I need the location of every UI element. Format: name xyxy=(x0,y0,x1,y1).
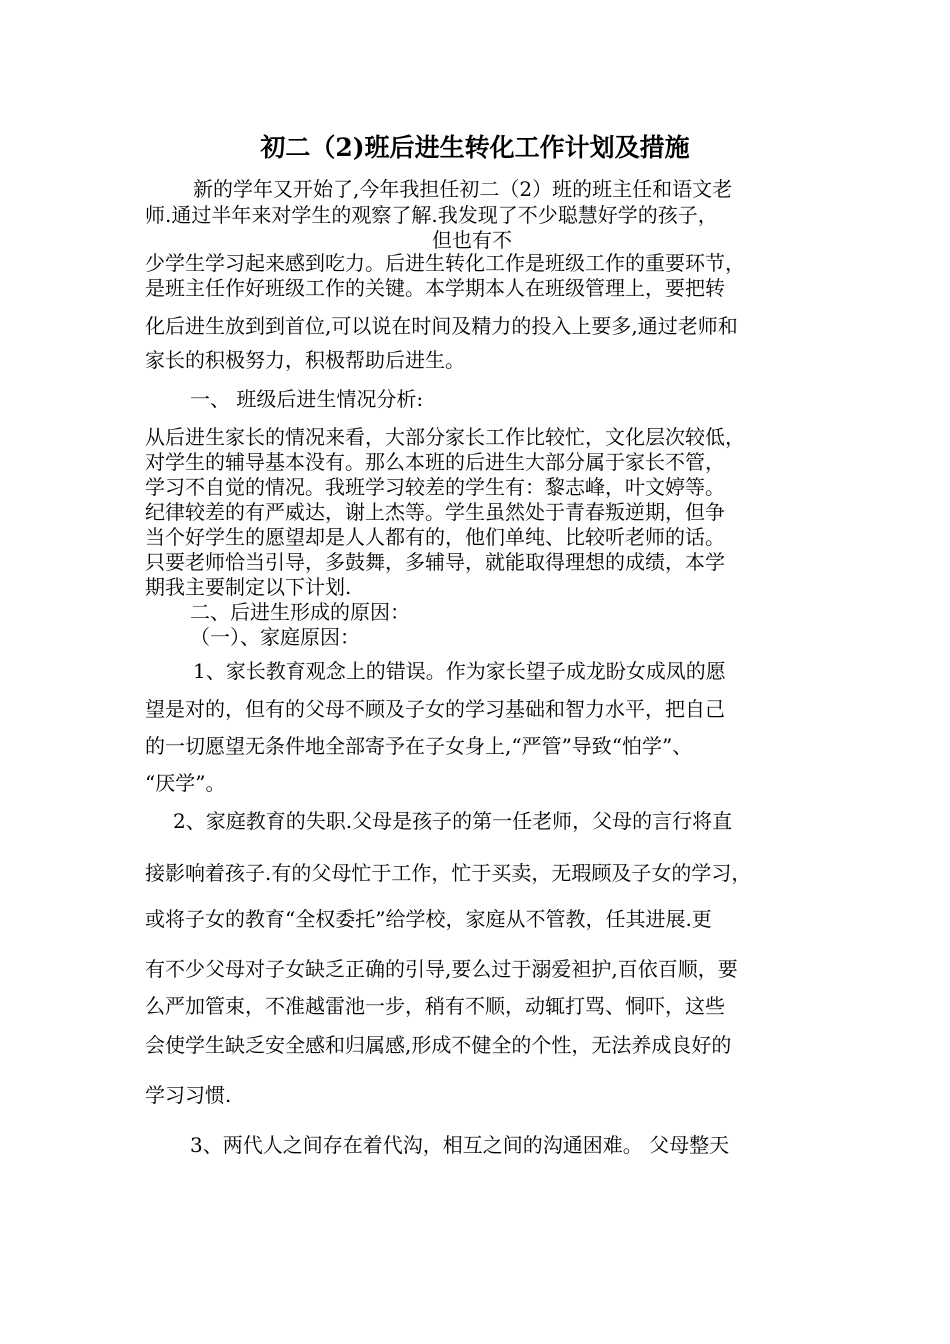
paragraph-line: 学习习惯. xyxy=(145,1083,232,1107)
paragraph-line: 化后进生放到到首位,可以说在时间及精力的投入上要多,通过老师和 xyxy=(145,314,738,338)
paragraph-line: 会使学生缺乏安全感和归属感,形成不健全的个性，无法养成良好的 xyxy=(145,1033,732,1057)
paragraph-line: 么严加管束，不准越雷池一步，稍有不顺，动辄打骂、恫吓，这些 xyxy=(145,994,725,1018)
paragraph-line: 新的学年又开始了,今年我担任初二（2）班的班主任和语文老 xyxy=(193,177,733,201)
paragraph-line: 少学生学习起来感到吃力。后进生转化工作是班级工作的重要环节， xyxy=(145,251,745,275)
paragraph-line: “厌学”。 xyxy=(145,771,226,795)
paragraph-line: 2、家庭教育的失职.父母是孩子的第一任老师，父母的言行将直 xyxy=(173,809,733,833)
paragraph-line: 是班主任作好班级工作的关键。本学期本人在班级管理上，要把转 xyxy=(145,276,725,300)
subsection-heading: （一）、家庭原因： xyxy=(190,625,360,649)
paragraph-line: 学习不自觉的情况。我班学习较差的学生有：黎志峰，叶文婷等。 xyxy=(145,475,725,499)
paragraph-line: 3、两代人之间存在着代沟，相互之间的沟通困难。 父母整天 xyxy=(190,1133,730,1157)
paragraph-line: 望是对的，但有的父母不顾及子女的学习基础和智力水平，把自己 xyxy=(145,697,725,721)
paragraph-line: 1、家长教育观念上的错误。作为家长望子成龙盼女成凤的愿 xyxy=(193,659,726,683)
paragraph-line: 从后进生家长的情况来看，大部分家长工作比较忙，文化层次较低， xyxy=(145,425,745,449)
paragraph-line: 的一切愿望无条件地全部寄予在子女身上,“严管”导致“怕学”、 xyxy=(145,734,693,758)
paragraph-line: 师.通过半年来对学生的观察了解.我发现了不少聪慧好学的孩子， xyxy=(145,203,718,227)
paragraph-line: 只要老师恰当引导，多鼓舞，多辅导，就能取得理想的成绩，本学 xyxy=(145,550,725,574)
paragraph-line: 接影响着孩子.有的父母忙于工作，忙于买卖，无瑕顾及子女的学习， xyxy=(145,861,752,885)
paragraph-line: 家长的积极努力，积极帮助后进生。 xyxy=(145,348,465,372)
paragraph-line: 但也有不 xyxy=(432,228,512,252)
paragraph-line: 当个好学生的愿望却是人人都有的，他们单纯、比较听老师的话。 xyxy=(145,525,725,549)
section-heading: 二、后进生形成的原因： xyxy=(190,600,410,624)
paragraph-line: 期我主要制定以下计划. xyxy=(145,575,352,599)
paragraph-line: 或将子女的教育“全权委托”给学校，家庭从不管教，任其进展.更 xyxy=(145,907,712,931)
paragraph-line: 对学生的辅导基本没有。那么本班的后进生大部分属于家长不管， xyxy=(145,450,725,474)
paragraph-line: 有不少父母对子女缺乏正确的引导,要么过于溺爱袒护,百依百顺，要 xyxy=(145,957,738,981)
document-title: 初二（2)班后进生转化工作计划及措施 xyxy=(260,133,690,162)
section-heading: 一、 班级后进生情况分析: xyxy=(190,387,424,411)
paragraph-line: 纪律较差的有严威达，谢上杰等。学生虽然处于青春叛逆期，但争 xyxy=(145,500,725,524)
